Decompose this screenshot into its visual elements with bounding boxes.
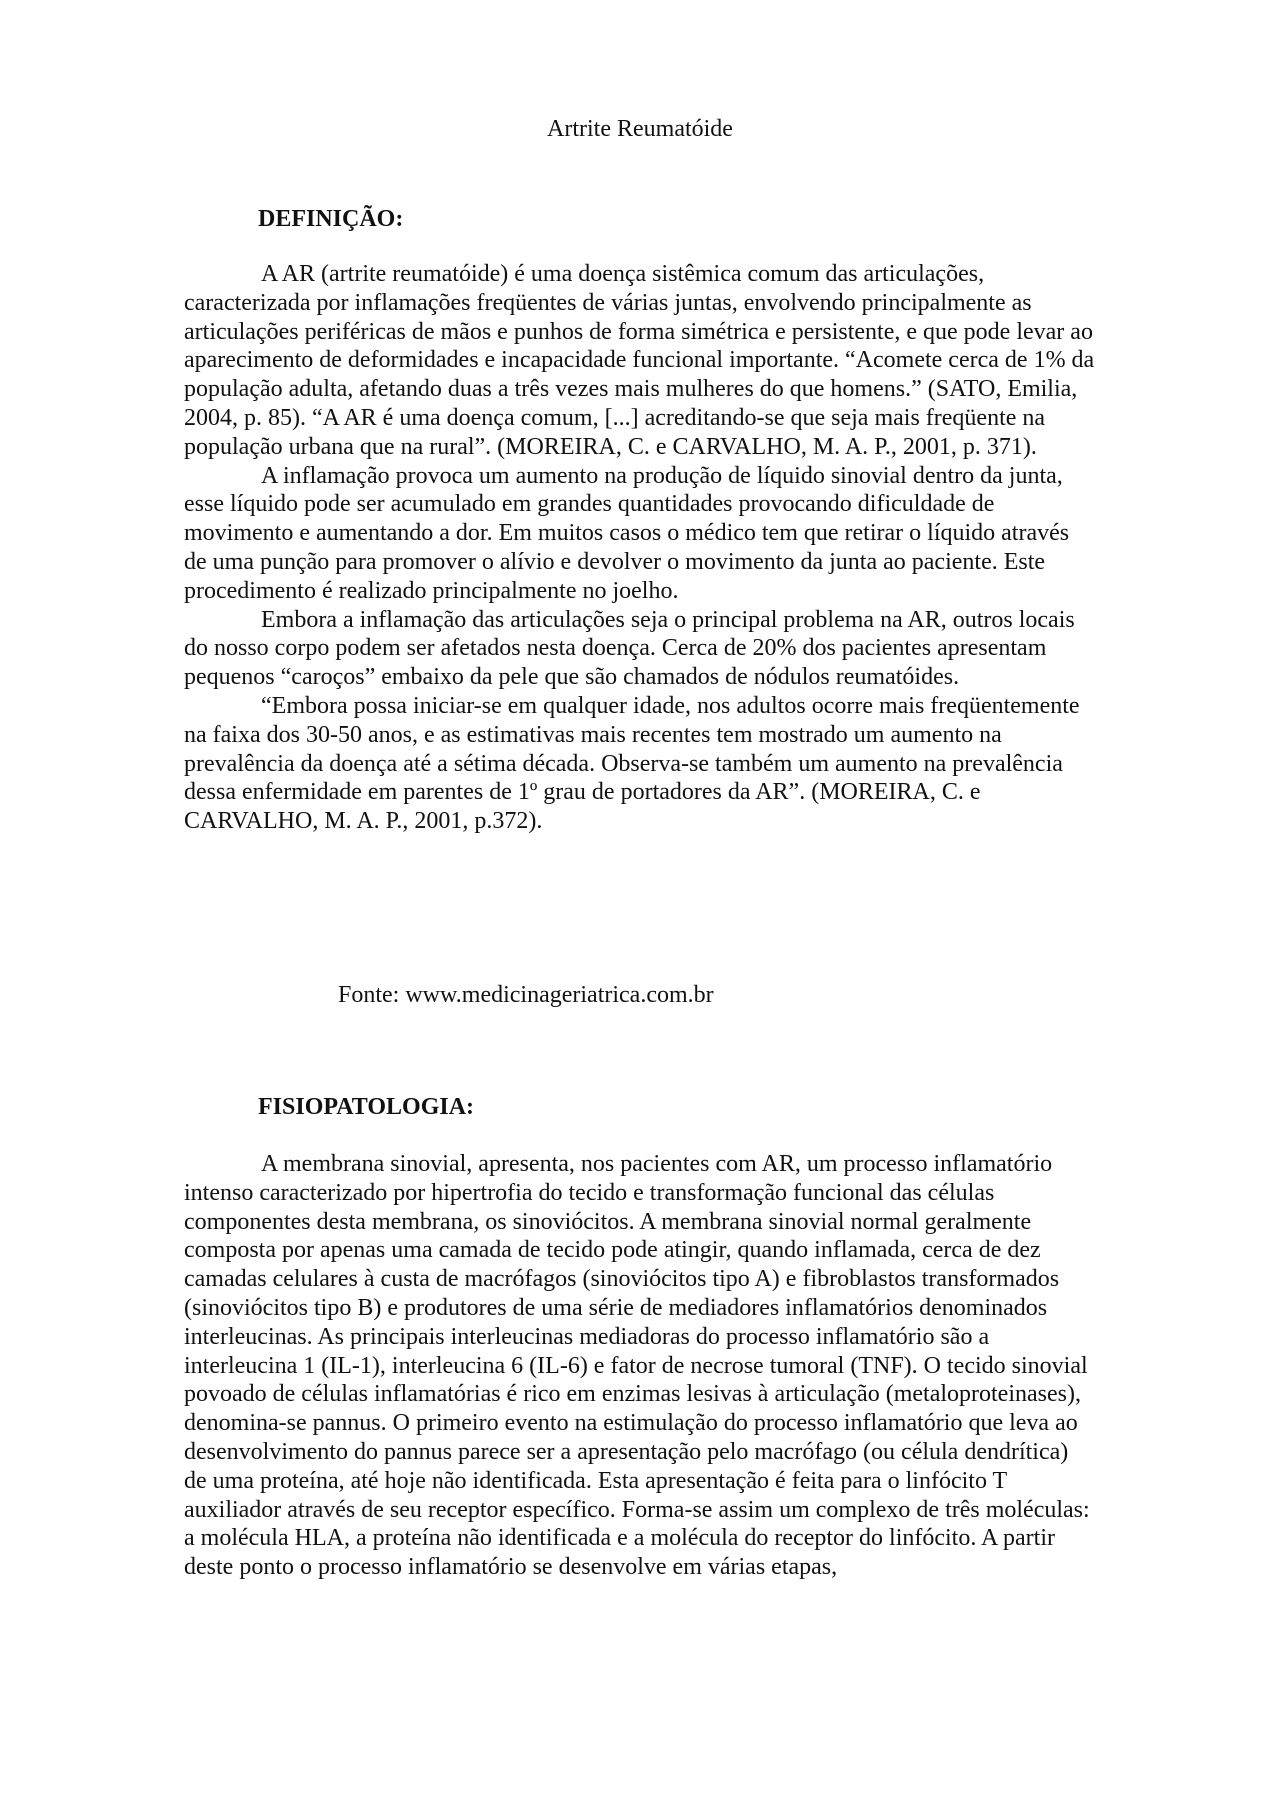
section-body-fisiopatologia (184, 1150, 1096, 1582)
source-citation: Fonte: www.medicinageriatrica.com.br (338, 982, 714, 1008)
document-title: Artrite Reumatóide (547, 116, 733, 142)
section-heading-fisiopatologia: FISIOPATOLOGIA: (258, 1094, 475, 1120)
section-heading-definicao: DEFINIÇÃO: (258, 206, 404, 232)
paragraph: “Embora possa iniciar-se em qualquer idade, nos adultos ocorre mais freqüentemente na faixa dos 30-50 anos, e as estimativas mais recentes tem mostrado um aumento na prevalência da doença até a sétima década. Observa-se também um aumento na prevalência dessa enfermidade em parentes de 1º grau de portadores da AR”. (MOREIRA, C. e CARVALHO, M. A. P., 2001, p.372). (184, 692, 1080, 835)
paragraph: Embora a inflamação das articulações seja o principal problema na AR, outros locais do nosso corpo podem ser afetados nesta doença. Cerca de 20% dos pacientes apresentam pequenos “caroços” embaixo da pele que são chamados de nódulos reumatóides. (184, 606, 1075, 691)
paragraph: A inflamação provoca um aumento na produção de líquido sinovial dentro da junta, esse líquido pode ser acumulado em grandes quantidades provocando dificuldade de movimento e aumentando a dor. Em muitos casos o médico tem que retirar o líquido através de uma punção para promover o alívio e devolver o movimento da junta ao paciente. Este procedimento é realizado principalmente no joelho. (184, 462, 1070, 604)
paragraph: A AR (artrite reumatóide) é uma doença sistêmica comum das articulações, caracterizada por inflamações freqüentes de várias juntas, envolvendo principalmente as articulações periféricas de mãos e punhos de forma simétrica e persistente, e que pode levar ao aparecimento de deformidades e incapacidade funcional importante. “Acomete cerca de 1% da população adulta, afetando duas a três vezes mais mulheres do que homens.” (SATO, Emilia, 2004, p. 85). “A AR é uma doença comum, [...] acreditando-se que seja mais freqüente na população urbana que na rural”. (MOREIRA, C. e CARVALHO, M. A. P., 2001, p. 371). (184, 261, 1095, 460)
section-body-definicao (184, 260, 1096, 836)
paragraph: A membrana sinovial, apresenta, nos pacientes com AR, um processo inflamatório intenso caracterizado por hipertrofia do tecido e transformação funcional das células componentes desta membrana, os sinoviócitos. A membrana sinovial normal geralmente composta por apenas uma camada de tecido pode atingir, quando inflamada, cerca de dez camadas celulares à custa de macrófagos (sinoviócitos tipo A) e fibroblastos transformados (sinoviócitos tipo B) e produtores de uma série de mediadores inflamatórios denominados interleucinas. As principais interleucinas mediadoras do processo inflamatório são a interleucina 1 (IL-1), interleucina 6 (IL-6) e fator de necrose tumoral (TNF). O tecido sinovial povoado de células inflamatórias é rico em enzimas lesivas à articulação (metaloproteinases), denomina-se pannus. O primeiro evento na estimulação do processo inflamatório que leva ao desenvolvimento do pannus parece ser a apresentação pelo macrófago (ou célula dendrítica) de uma proteína, até hoje não identificada. Esta apresentação é feita para o linfócito T auxiliador através de seu receptor específico. Forma-se assim um complexo de três moléculas: a molécula HLA, a proteína não identificada e a molécula do receptor do linfócito. A partir deste ponto o processo inflamatório se desenvolve em várias etapas, (184, 1151, 1090, 1581)
